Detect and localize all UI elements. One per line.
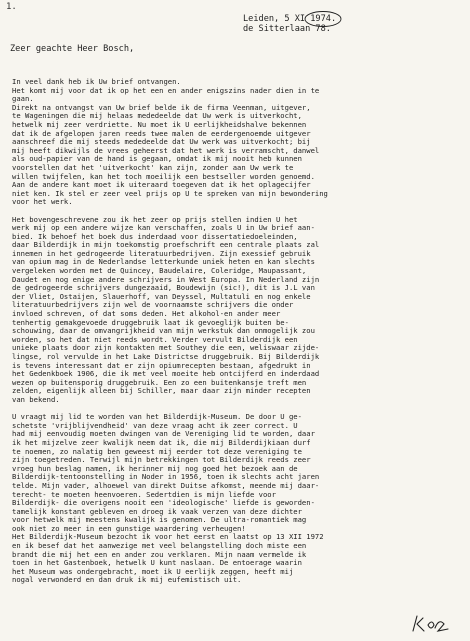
body-line: ook niet zo meer in een gunstige waardering verheugen! bbox=[12, 524, 246, 533]
body-line: voor het werk. bbox=[12, 198, 73, 207]
city-date: Leiden, 5 XI 1974. bbox=[243, 14, 337, 24]
body-line: toen in het Gastenboek, hetwelk U kunt naslaan. De entoerage waarin bbox=[12, 559, 302, 568]
body-line: literatuurbedrijvers zijn wel de voornaamste schrijvers die onder bbox=[12, 301, 294, 310]
body-line: In veel dank heb ik Uw brief ontvangen. bbox=[12, 78, 181, 86]
salutation: Zeer geachte Heer Bosch, bbox=[10, 44, 135, 54]
body-line: Het komt mij voor dat ik op het een en ander enigszins nader dien in te bbox=[12, 86, 320, 95]
body-line: zijn toegetreden. Terwijl mijn betrekkingen tot Bilderdijk reeds zeer bbox=[12, 456, 311, 465]
body-line: en ik besef dat het aanwezige met veel belangstelling doch miste een bbox=[12, 542, 307, 551]
body-line: willen twijfelen, kan het toch moeilijk een bestseller worden genoemd. bbox=[12, 172, 315, 181]
body-line: schetste 'vrijblijvendheid' van deze vraag acht ik zeer correct. U bbox=[12, 421, 298, 430]
body-line: het Gedenkboek 1906, die ik met veel moeite heb ontcijferd en inderdaad bbox=[12, 370, 320, 379]
body-line: had mij eenvoudig moeten dwingen van de Vereniging lid te worden, daar bbox=[12, 430, 315, 439]
body-line: het Museum was ondergebracht, moet ik U eerlijk zeggen, heeft mij bbox=[12, 567, 294, 576]
body-line: innemen in het gedrogeerde literatuurbedrijven. Zijn exessief gebruik bbox=[12, 249, 311, 258]
body-line: nogal verwonderd en dan druk ik mij eufemistisch uit. bbox=[12, 576, 242, 585]
signature bbox=[410, 613, 454, 639]
body-line: Aan de andere kant moet ik uiteraard toegeven dat ik het oplagecijfer bbox=[12, 181, 311, 190]
body-line: terecht- te moeten heenvoeren. Sedertdien is mijn liefde voor bbox=[12, 490, 276, 499]
body-line: van opium mag in de Nederlandse letterkunde uniek heten en kan slechts bbox=[12, 258, 315, 267]
body-line: telde. Mijn vader, alhoewel van direkt Duitse afkomst, meende mij daar- bbox=[12, 481, 320, 490]
body-line: als oud-papier van de hand is gegaan, omdat ik mij nooit heb kunnen bbox=[12, 155, 302, 164]
body-line bbox=[12, 207, 464, 216]
body-line: werk mij op een andere wijze kan verschaffen, zoals U in Uw brief aan- bbox=[12, 224, 315, 233]
body-line: voor hetwelk mij meestens kwalijk is genomen. De ultra-romantiek mag bbox=[12, 516, 307, 525]
body-line: worden, so het dat niet reeds wordt. Verder vervult Bilderdijk een bbox=[12, 335, 298, 344]
body-line: voorstellen dat het 'uitverkocht' kan zijn, zonder aan Uw werk te bbox=[12, 163, 294, 172]
body-line: van bekend. bbox=[12, 395, 60, 404]
date-circle-annotation bbox=[303, 10, 343, 28]
body-line: Bilderdijk- die overigens nooit een 'ideologische' liefde is geworden- bbox=[12, 499, 315, 508]
body-line: Direkt na ontvangst van Uw brief belde ik de firma Veenman, uitgever, bbox=[12, 103, 311, 112]
body-line: wezen op buitensporig druggebruik. Een zo een buitenkansje treft men bbox=[12, 378, 307, 387]
body-line: ik het mijzelve zeer kwalijk neem dat ik, die mij Bilderdijkiaan durf bbox=[12, 438, 311, 447]
body-line: tenhertig gemakgevoede druggebruik laat ik gevoeglijk buiten be- bbox=[12, 318, 289, 327]
body-line bbox=[12, 405, 464, 414]
body-line: schouwing, daar de omvangrijkheid van mijn werkstuk dan onmogelijk zou bbox=[12, 327, 315, 336]
body-line: Daudet en nog enige andere schrijvers in West Europa. In Nederland zijn bbox=[12, 275, 320, 284]
body-line: vroeg hun beslag namen, ik herinner mij nog goed het bezoek aan de bbox=[12, 464, 298, 473]
body-line: unieke plaats door zijn kontakten met Southey die een, weliswaar zijde- bbox=[12, 344, 320, 353]
body-line: daar Bilderdijk in mijn toekomstig proefschrift een centrale plaats zal bbox=[12, 241, 320, 250]
body-line: te Wageningen die mij helaas mededeelde dat Uw werk is uitverkocht, bbox=[12, 112, 302, 121]
body-line: niet ken. Ik stel er zeer veel prijs op U te spreken van mijn bewondering bbox=[12, 189, 328, 198]
body-line: te noemen, zo nalatig ben geweest mij eerder tot deze vereniging te bbox=[12, 447, 302, 456]
body-line: U vraagt mij lid te worden van het Bilderdijk-Museum. De door U ge- bbox=[12, 413, 302, 422]
body-line: is tevens interessant dat er zijn opiumrecepten bestaan, afgedrukt in bbox=[12, 361, 311, 370]
date-block bbox=[243, 14, 336, 34]
body-line: der Vliet, Ostaijen, Slauerhoff, van Deyssel, Multatuli en nog enkele bbox=[12, 292, 311, 301]
body-line: zelden, eigenlijk alleen bij Schiller, maar daar zijn minder recepten bbox=[12, 387, 311, 396]
body-line: tamelijk konstant gebleven en droeg ik vaak verzen van deze dichter bbox=[12, 507, 302, 516]
body-line: Het bovengeschrevene zou ik het zeer op prijs stellen indien U het bbox=[12, 215, 298, 224]
body-line: invloed schreven, of dat soms deden. Het alkohol-en ander meer bbox=[12, 310, 281, 319]
body-line: gaan. bbox=[12, 95, 34, 104]
body-line: Het Bilderdijk-Museum bezocht ik voor het eerst en laatst op 13 XII 1972 bbox=[12, 533, 324, 542]
body-line: hetwelk mij zeer verdriette. Nu moet ik U eerlijkheidshalve bekennen bbox=[12, 120, 307, 129]
body-line: lingse, rol vervulde in het Lake Districtse druggebruik. Bij Bilderdijk bbox=[12, 353, 320, 361]
body-line: vergeleken worden met de Quincey, Baudelaire, Coleridge, Maupassant, bbox=[12, 267, 307, 276]
body-line: brandt die mij het een en ander zou verklaren. Mijn naam vermelde ik bbox=[12, 550, 307, 559]
letter-body bbox=[12, 78, 464, 585]
body-line: de gedrogeerde schrijvers dungezaaid, Boudewijn (sic!), dit is J.L van bbox=[12, 284, 315, 293]
body-line: aanschreef die mij steeds mededeelde dat Uw werk was uitverkocht; bij bbox=[12, 138, 311, 147]
address: de Sitterlaan 78. bbox=[243, 24, 331, 34]
body-line: dat ik de afgelopen jaren reeds twee malen de eerdergenoemde uitgever bbox=[12, 129, 311, 138]
page-number: 1. bbox=[6, 2, 17, 12]
body-line: bied. Ik behoef het boek dus inderdaad voor dissertatiedoeleinden, bbox=[12, 232, 298, 241]
body-line: mij heeft dikwijls de vrees geheerst dat het werk is verramscht, danwel bbox=[12, 146, 320, 155]
body-line: Bilderdijk-tentoonstelling in Noder in 1956, toen ik slechts acht jaren bbox=[12, 473, 320, 482]
